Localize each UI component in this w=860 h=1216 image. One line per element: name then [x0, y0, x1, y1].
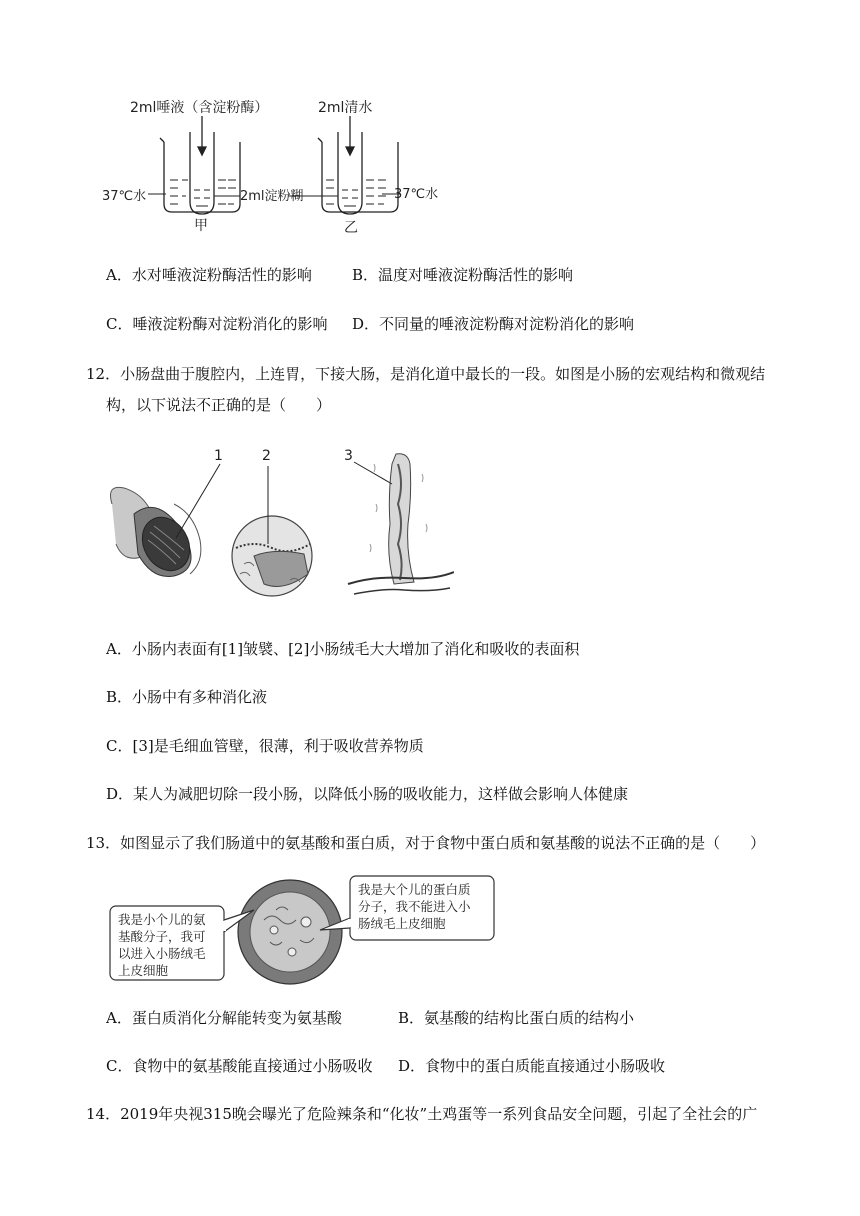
- figure-label-3: 3: [344, 448, 353, 464]
- q14-stem-line1: 14．2019年央视315晚会曝光了危险辣条和“化妆”土鸡蛋等一系列食品安全问题，引起了全社会的广: [86, 1105, 758, 1123]
- q11-option-b: B．温度对唾液淀粉酶活性的影响: [352, 266, 574, 284]
- left-bubble-line1: 我是小个儿的氨: [118, 912, 206, 927]
- left-water-label: 37℃水: [102, 189, 147, 204]
- left-bubble-line3: 以进入小肠绒毛: [118, 946, 206, 961]
- right-water-label: 37℃水: [394, 187, 439, 202]
- figure-label-2: 2: [262, 448, 271, 464]
- intestine-tube-illustration: [111, 487, 201, 579]
- q11-option-c: C．唾液淀粉酶对淀粉消化的影响: [106, 315, 328, 333]
- q13-option-d: D．食物中的蛋白质能直接通过小肠吸收: [398, 1057, 666, 1075]
- right-bubble-line2: 分子，我不能进入小: [358, 899, 471, 914]
- q12-stem-line2: 构，以下说法不正确的是（ ）: [106, 396, 332, 414]
- q13-stem: 13．如图显示了我们肠道中的氨基酸和蛋白质，对于食物中蛋白质和氨基酸的说法不正确的是（ ）: [86, 834, 766, 852]
- beaker-jia: [160, 116, 240, 214]
- right-bubble-line1: 我是大个儿的蛋白质: [358, 882, 471, 897]
- q12-option-b: B．小肠中有多种消化液: [106, 688, 268, 706]
- q13-option-b: B．氨基酸的结构比蛋白质的结构小: [398, 1009, 635, 1027]
- q13-option-a: A．蛋白质消化分解能转变为氨基酸: [106, 1009, 342, 1027]
- q12-option-a: A．小肠内表面有[1]皱襞、[2]小肠绒毛大大增加了消化和吸收的表面积: [106, 640, 580, 658]
- beaker-yi: [318, 116, 398, 214]
- villus-capillary-illustration: [348, 454, 454, 594]
- q11-option-d: D．不同量的唾液淀粉酶对淀粉消化的影响: [352, 315, 635, 333]
- jia-top-label: 2ml唾液（含淀粉酶）: [130, 100, 269, 116]
- small-intestine-figure: [104, 444, 454, 604]
- yi-label: 乙: [344, 220, 358, 236]
- amino-acid-protein-figure: [104, 870, 500, 986]
- intestine-diagram: [104, 444, 454, 604]
- beaker-diagram: [100, 92, 450, 242]
- q12-option-d: D．某人为减肥切除一段小肠，以降低小肠的吸收能力，这样做会影响人体健康: [106, 785, 629, 803]
- intestine-cross-section: [238, 880, 342, 984]
- left-bubble-line2: 基酸分子，我可: [118, 929, 206, 944]
- villi-circle-illustration: [232, 516, 312, 596]
- yi-top-label: 2ml清水: [318, 100, 373, 116]
- figure-label-1: 1: [214, 448, 223, 464]
- q11-option-a: A．水对唾液淀粉酶活性的影响: [106, 266, 312, 284]
- protein-diagram: [104, 870, 500, 986]
- starch-paste-label: 2ml淀粉糊: [240, 189, 304, 204]
- q12-option-c: C．[3]是毛细血管壁，很薄，利于吸收营养物质: [106, 737, 424, 755]
- beaker-experiment-figure: [100, 92, 450, 242]
- right-bubble-line3: 肠绒毛上皮细胞: [358, 916, 446, 931]
- q13-option-c: C．食物中的氨基酸能直接通过小肠吸收: [106, 1057, 373, 1075]
- q12-stem-line1: 12．小肠盘曲于腹腔内，上连胃，下接大肠，是消化道中最长的一段。如图是小肠的宏观结构和微观结: [86, 365, 766, 383]
- jia-label: 甲: [194, 218, 208, 234]
- left-bubble-line4: 上皮细胞: [118, 963, 169, 978]
